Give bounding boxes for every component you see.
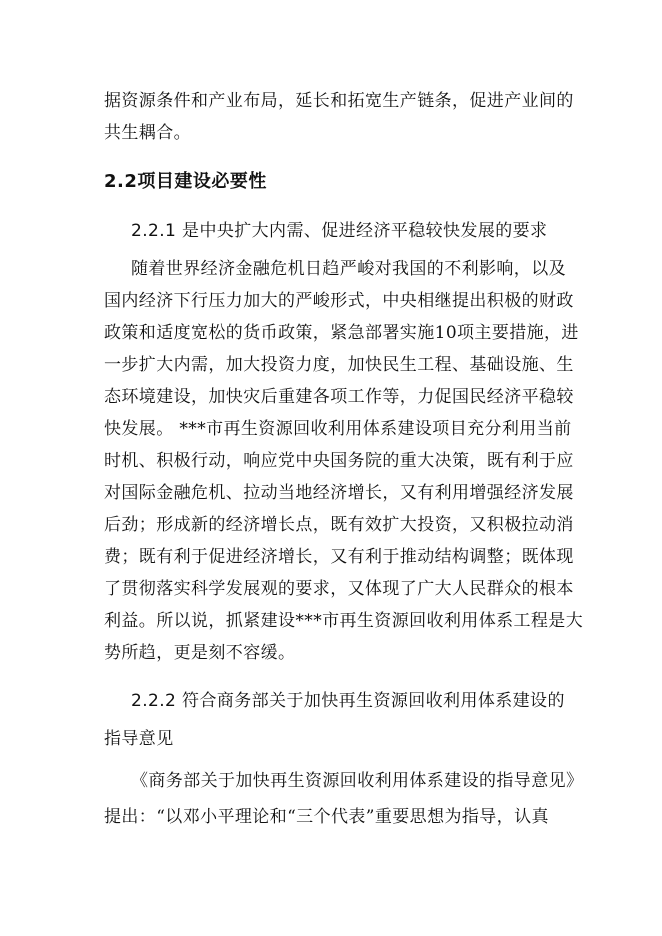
paragraph-line: 一步扩大内需，加大投资力度，加快民生工程、基础设施、生 [104,355,574,375]
subsection-title: 2.2.2 符合商务部关于加快再生资源回收利用体系建设的 [131,691,565,711]
paragraph-line: 态环境建设，加快灾后重建各项工作等，力促国民经济平稳较 [104,387,574,407]
paragraph-line: 国内经济下行压力加大的严峻形式，中央相继提出积极的财政 [104,291,574,311]
paragraph-line: 快发展。 ***市再生资源回收利用体系建设项目充分利用当前 [104,419,572,439]
paragraph-line: 利益。所以说，抓紧建设***市再生资源回收利用体系工程是大 [104,611,584,631]
paragraph-line: 势所趋，更是刻不容缓。 [104,643,296,663]
paragraph-line: 共生耦合。 [104,123,191,143]
paragraph-line: 提出：“以邓小平理论和“三个代表”重要思想为指导，认真 [104,807,549,827]
paragraph-line: 费；既有利于促进经济增长，又有利于推动结构调整；既体现 [104,547,574,567]
paragraph-line: 随着世界经济金融危机日趋严峻对我国的不利影响，以及 [131,259,566,279]
subsection-title: 2.2.1 是中央扩大内需、促进经济平稳较快发展的要求 [131,221,548,241]
paragraph-line: 据资源条件和产业布局，延长和拓宽生产链条，促进产业间的 [104,91,574,111]
paragraph-line: 对国际金融危机、拉动当地经济增长，又有利用增强经济发展 [104,483,574,503]
section-heading: 2.2项目建设必要性 [104,171,267,192]
paragraph-line: 时机、积极行动，响应党中央国务院的重大决策，既有利于应 [104,451,574,471]
paragraph-line: 后劲；形成新的经济增长点，既有效扩大投资，又积极拉动消 [104,515,574,535]
paragraph-line: 政策和适度宽松的货币政策，紧急部署实施10项主要措施，进 [104,323,579,343]
paragraph-line: 了贯彻落实科学发展观的要求，又体现了广大人民群众的根本 [104,579,574,599]
subsection-title-continued: 指导意见 [104,729,174,749]
paragraph-line: 《商务部关于加快再生资源回收利用体系建设的指导意见》 [131,771,584,791]
